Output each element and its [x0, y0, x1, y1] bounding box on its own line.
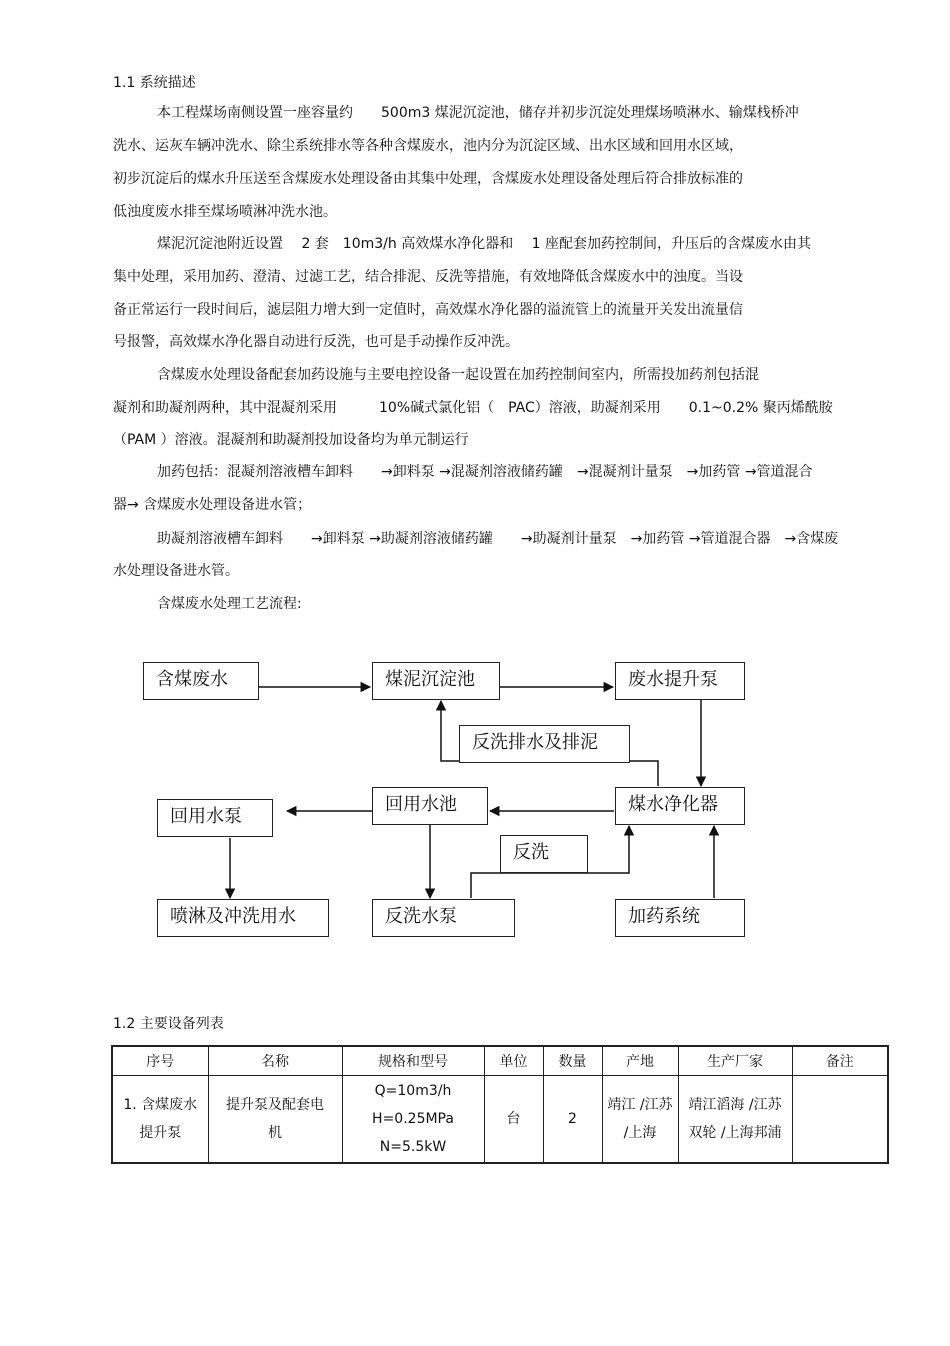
node-lift-pump: 废水提升泵: [615, 662, 745, 700]
node-backwash: 反洗: [500, 835, 588, 873]
equipment-table: [111, 1045, 889, 1164]
body-line: 号报警，高效煤水净化器自动进行反洗，也可是手动操作反冲洗。: [113, 334, 519, 350]
body-line: 煤泥沉淀池附近设置 2 套 10m3/h 高效煤水净化器和 1 座配套加药控制间，升压后的含煤废水由其: [157, 236, 812, 252]
body-line: 凝剂和助凝剂两种，其中混凝剂采用 10%碱式氯化铝（ PAC）溶液，助凝剂采用 0.1~0.2% 聚丙烯酰胺: [113, 400, 833, 416]
body-line: 含煤废水处理工艺流程:: [157, 596, 302, 612]
node-sludge-tank: 煤泥沉淀池: [372, 662, 500, 700]
body-line: 本工程煤场南侧设置一座容量约 500m3 煤泥沉淀池，储存并初步沉淀处理煤场喷淋水、输煤栈桥冲: [157, 105, 799, 121]
section-heading: 1.1 系统描述: [113, 75, 196, 91]
body-line: 备正常运行一段时间后，滤层阻力增大到一定值时，高效煤水净化器的溢流管上的流量开关发出流量信: [113, 302, 743, 318]
body-line: 含煤废水处理设备配套加药设施与主要电控设备一起设置在加药控制间室内，所需投加药剂包括混: [157, 367, 759, 383]
body-line: 集中处理，采用加药、澄清、过滤工艺，结合排泥、反洗等措施，有效地降低含煤废水中的浊度。当设: [113, 269, 743, 285]
col-header: 规格和型号: [342, 1046, 484, 1076]
body-line: 助凝剂溶液槽车卸料 →卸料泵 →助凝剂溶液储药罐 →助凝剂计量泵 →加药管 →管道混合器 →含煤废: [157, 531, 839, 547]
cell-spec: Q=10m3/h H=0.25MPa N=5.5kW: [342, 1076, 484, 1164]
cell-no: 1. 含煤废水 提升泵: [112, 1076, 208, 1164]
node-reuse-pump: 回用水泵: [157, 799, 273, 837]
cell-qty: 2: [543, 1076, 602, 1164]
col-header: 单位: [484, 1046, 543, 1076]
body-line: 加药包括：混凝剂溶液槽车卸料 →卸料泵 →混凝剂溶液储药罐 →混凝剂计量泵 →加药管 →管道混合: [157, 464, 813, 480]
body-line: 水处理设备进水管。: [113, 563, 239, 579]
body-line: 低浊度废水排至煤场喷淋冲洗水池。: [113, 204, 337, 220]
body-line: 器→ 含煤废水处理设备进水管；: [113, 497, 312, 513]
cell-maker: 靖江滔海 /江苏 双轮 /上海邦浦: [678, 1076, 792, 1164]
col-header: 备注: [792, 1046, 888, 1076]
node-coal-wastewater: 含煤废水: [143, 662, 259, 700]
node-dosing: 加药系统: [615, 899, 745, 937]
node-spray-water: 喷淋及冲洗用水: [157, 899, 329, 937]
body-line: 洗水、运灰车辆冲洗水、除尘系统排水等各种含煤废水，池内分为沉淀区域、出水区域和回用水区域，: [113, 138, 743, 154]
section-heading: 1.2 主要设备列表: [113, 1016, 224, 1032]
body-line: （PAM ）溶液。混凝剂和助凝剂投加设备均为单元制运行: [113, 432, 469, 448]
col-header: 产地: [602, 1046, 678, 1076]
node-backwash-pump: 反洗水泵: [372, 899, 515, 937]
col-header: 序号: [112, 1046, 208, 1076]
col-header: 数量: [543, 1046, 602, 1076]
col-header: 生产厂家: [678, 1046, 792, 1076]
table-row: [112, 1076, 888, 1164]
col-header: 名称: [208, 1046, 342, 1076]
cell-name: 提升泵及配套电 机: [208, 1076, 342, 1164]
node-reuse-pool: 回用水池: [372, 787, 488, 825]
cell-origin: 靖江 /江苏 /上海: [602, 1076, 678, 1164]
node-purifier: 煤水净化器: [615, 787, 745, 825]
cell-unit: 台: [484, 1076, 543, 1164]
body-line: 初步沉淀后的煤水升压送至含煤废水处理设备由其集中处理，含煤废水处理设备处理后符合排放标准的: [113, 171, 743, 187]
cell-note: [792, 1076, 888, 1164]
table-header-row: [112, 1046, 888, 1076]
node-backwash-drain: 反洗排水及排泥: [459, 725, 630, 763]
